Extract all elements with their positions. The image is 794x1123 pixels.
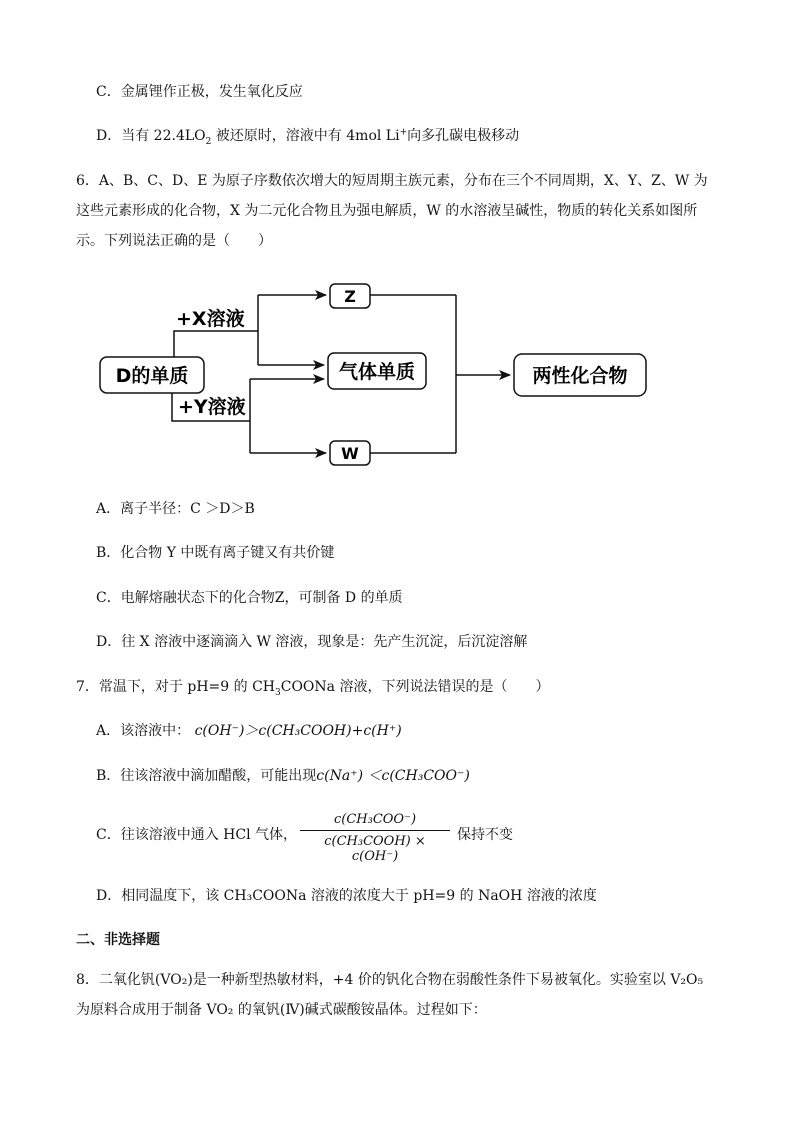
q5-option-d-text-2: 被还原时，溶液中有 4mol Li (211, 128, 400, 144)
q5-option-d-text-1: D．当有 22.4LO (96, 128, 206, 144)
fraction-numerator: c(CH₃COO⁻) (300, 812, 450, 831)
q5-option-c: C．金属锂作正极，发生氧化反应 (96, 84, 303, 100)
q8-line-1: 8．二氧化钒(VO₂)是一种新型热敏材料，+4 价的钒化合物在弱酸性条件下易被氧化。实验室以 V₂O₅ (76, 972, 704, 988)
q7-stem-sub: 3 (275, 687, 281, 698)
q7-option-b-expression: c(Na⁺) ＜c(CH₃COO⁻) (316, 768, 470, 784)
q7-stem-text-1: 7．常温下，对于 pH=9 的 CH (76, 679, 275, 695)
q7-option-b-label: B．往该溶液中滴加醋酸，可能出现 (96, 768, 317, 784)
q7-option-c-suffix: 保持不变 (457, 827, 513, 843)
box-d-element-label: D的单质 (115, 365, 189, 387)
q6-stem-line-1: 6．A、B、C、D、E 为原子序数依次增大的短周期主族元素，分布在三个不同周期，X、Y、Z、W 为 (76, 173, 708, 189)
q6-option-d: D．往 X 溶液中逐滴滴入 W 溶液，现象是：先产生沉淀，后沉淀溶解 (96, 634, 528, 650)
q7-stem (76, 677, 549, 697)
q5-option-d-text-3: 向多孔碳电极移动 (407, 128, 520, 144)
q7-option-d: D．相同温度下，该 CH₃COONa 溶液的浓度大于 pH=9 的 NaOH 溶液的浓度 (96, 888, 597, 904)
q7-option-b (96, 766, 470, 786)
q7-option-a (96, 721, 402, 741)
q6-stem-line-2: 这些元素形成的化合物，X 为二元化合物且为强电解质，W 的水溶液呈碱性，物质的转化关系如图所 (76, 203, 698, 219)
q5-option-d-sub: 2 (205, 136, 212, 147)
box-amphoteric-compound-label: 两性化合物 (532, 365, 628, 387)
box-z-label: Z (344, 287, 356, 306)
q5-option-d-sup: + (399, 127, 408, 138)
upper-branch-line (174, 331, 258, 357)
q6-stem-line-3: 示。下列说法正确的是（ ） (76, 233, 272, 249)
q7-option-c-fraction (300, 812, 450, 864)
fraction-denominator: c(CH₃COOH) × c(OH⁻) (324, 834, 426, 864)
section-heading: 二、非选择题 (76, 932, 160, 948)
q7-option-a-expression: c(OH⁻)＞c(CH₃COOH)+c(H⁺) (194, 723, 402, 739)
box-gas-element-label: 气体单质 (338, 361, 416, 383)
q6-option-a: A．离子半径：C ＞D＞B (96, 501, 255, 517)
q7-option-c-label: C．往该溶液中通入 HCl 气体， (96, 827, 298, 843)
q5-option-d (96, 126, 519, 146)
transformation-diagram (96, 275, 656, 475)
q7-stem-text-2: COONa 溶液，下列说法错误的是（ ） (280, 679, 550, 695)
q7-option-a-label: A．该溶液中： (96, 723, 191, 739)
q6-option-b: B．化合物 Y 中既有离子键又有共价键 (96, 545, 335, 561)
q6-option-c: C．电解熔融状态下的化合物Z，可制备 D 的单质 (96, 590, 403, 606)
upper-branch-label: +X溶液 (176, 308, 245, 330)
box-w-label: W (341, 444, 359, 463)
lower-branch-label: +Y溶液 (178, 396, 246, 418)
q8-line-2: 为原料合成用于制备 VO₂ 的氧钒(Ⅳ)碱式碳酸铵晶体。过程如下： (76, 1002, 487, 1018)
